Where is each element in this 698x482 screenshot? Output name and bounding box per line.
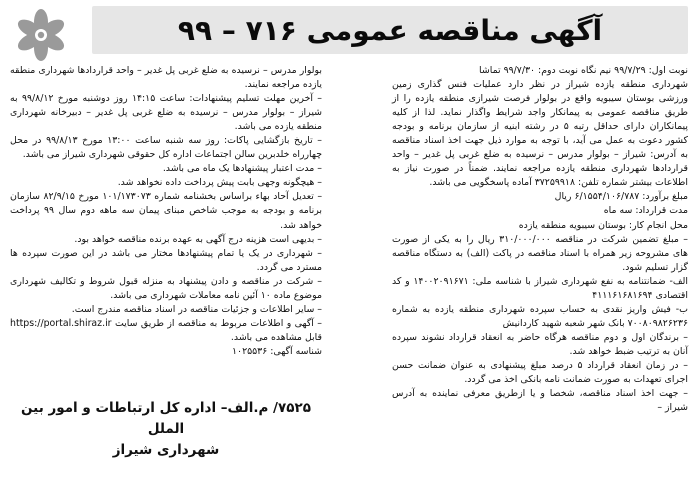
notice-title: آگهی مناقصه عمومی ۷۱۶ – ۹۹ xyxy=(177,13,603,47)
pickup-address-continued: بولوار مدرس – نرسیده به ضلع غربی پل غدیر – واحد قراردادها شهرداری منطقه یازده مراجعه نمایند. xyxy=(10,65,322,91)
title-banner xyxy=(92,6,688,54)
document-pickup-clause: – جهت اخذ اسناد مناقصه، شخصا و یا ازطریق معرفی نماینده به آدرس شیراز – xyxy=(392,388,688,414)
issuer-footer xyxy=(10,398,322,461)
estimated-amount: مبلغ برآورد: ۶/۱۵۵۴/۱۰۶/۷۸۷ ریال xyxy=(554,191,688,203)
submission-deadline: – آخرین مهلت تسلیم پیشنهادات: ساعت ۱۴:۱۵ روز دوشنبه مورخ ۹۹/۸/۱۲ به شیراز – بولوار مدرس – نرسیده به ضلع غربی پل غدیر – دبیرخانه شهرداری منطقه یازده می باشد. xyxy=(10,93,322,133)
winner-forfeit-clause: – برندگان اول و دوم مناقصه هرگاه حاضر به انعقاد قرارداد نشوند سپرده آنان به ترتیب ضبط خواهد شد. xyxy=(392,331,688,357)
opening-date: – تاریخ بازگشایی پاکات: روز سه شنبه ساعت ۱۳:۰۰ مورخ ۹۹/۸/۱۳ در محل چهارراه خلدبرین سالن اجتماعات اداره کل حقوقی شهرداری شیراز می باشد. xyxy=(10,135,322,161)
ad-cost-clause: – بدیهی است هزینه درج آگهی به عهده برنده مناقصه خواهد بود. xyxy=(74,233,322,245)
shiraz-municipality-logo xyxy=(10,4,72,66)
guarantee-option-b: ب- فیش واریز نقدی به حساب سپرده شهرداری منطقه یازده به شماره ۷۰۰۸۰۹۸۲۶۲۳۶ بانک شهر شعبه شهید کاردانیش xyxy=(392,303,688,329)
website-info-clause: – آگهی و اطلاعات مربوط به مناقصه از طریق سایت https://portal.shiraz.ir قابل مشاهده می باشد. xyxy=(10,317,322,343)
guarantee-option-a: الف- ضمانتنامه به نفع شهرداری شیراز با شناسه ملی: ۱۴۰۰۲۰۹۱۶۷۱ و کد اقتصادی ۴۱۱۱۶۱۶۸۱۶۹۴ xyxy=(392,275,688,301)
notice-id: شناسه آگهی: ۱۰۲۵۵۳۶ xyxy=(232,345,322,357)
no-prepayment: – هیچگونه وجهی بابت پیش پرداخت داده نخواهد شد. xyxy=(117,177,322,189)
work-location: محل انجام کار: بوستان سیبویه منطقه یازده xyxy=(518,219,688,231)
flower-logo-icon xyxy=(10,4,72,66)
publication-dates: نوبت اول: ۹۹/۷/۲۹ نیم نگاه نوبت دوم: ۹۹/۷/۳۰ تماشا xyxy=(479,65,688,76)
municipality-discretion-clause: – شهرداری در یک یا تمام پیشنهادها مختار می باشد در این صورت سپرده ها مسترد می گردد. xyxy=(10,247,322,273)
right-text-column xyxy=(392,64,688,415)
issuer-line-2: شهرداری شیراز xyxy=(112,442,220,458)
acceptance-of-terms-clause: – شرکت در مناقصه و دادن پیشنهاد به منزله قبول شروط و تکالیف شهرداری موضوع ماده ۱۰ آئین نامه معاملات شهرداری می باشد. xyxy=(10,275,322,301)
validity-period: – مدت اعتبار پیشنهادها یک ماه می باشد. xyxy=(162,163,322,175)
other-info-clause: – سایر اطلاعات و جزئیات مناقصه در اسناد مناقصه مندرج است. xyxy=(71,303,322,315)
issuer-line-1: ۷۵۲۵/ م.الف– اداره کل ارتباطات و امور بین الملل xyxy=(21,400,311,437)
contract-duration: مدت قرارداد: سه ماه xyxy=(603,205,688,217)
performance-guarantee-clause: – در زمان انعقاد قرارداد ۵ درصد مبلغ پیشنهادی به عنوان ضمانت حسن اجرای تعهدات به صورت ضمانت نامه بانکی اخذ می گردد. xyxy=(392,359,688,386)
bid-guarantee: – مبلغ تضمین شرکت در مناقصه ۳۱۰/۰۰۰/۰۰۰ ریال را به یکی از صورت های مشروحه زیر همراه با اسناد مناقصه در پاکت (الف) به دستگاه مناقصه گزار تسلیم شود. xyxy=(392,233,688,273)
tender-description: شهرداری منطقه یازده شیراز در نظر دارد عملیات فنس گذاری زمین ورزشی بوستان سیبویه واقع در بولوار فرصت شیرازی منطقه یازده را از طریق مناقصه عمومی به پیمانکار واجد شرایط واگذار نماید. لذا از کلیه پیمانکاران دارای حداقل رتبه ۵ در رشته ابنیه از سازمان برنامه و بودجه کشور دعوت به عمل می آید، با توجه به موارد ذیل جهت اخذ اسناد مناقصه به آدرس: شیراز – بولوار مدرس – نرسیده به ضلع غربی پل غدیر – واحد قراردادها شهرداری منطقه یازده مراجعه نمایند. ضمناً در صورت نیاز به اطلاعات بیشتر شماره تلفن: ۳۷۲۵۹۹۱۸ آماده پاسخگویی می باشد. xyxy=(392,79,688,189)
price-adjustment-clause: – تعدیل آحاد بهاء براساس بخشنامه شماره ۱۰۱/۱۷۳۰۷۳ مورخ ۸۲/۹/۱۵ سازمان برنامه و بودجه به موجب شاخص مبنای پیمان سه ماهه دوم سال ۹۹ پرداخت خواهد شد. xyxy=(10,191,323,231)
left-text-column xyxy=(10,64,322,359)
